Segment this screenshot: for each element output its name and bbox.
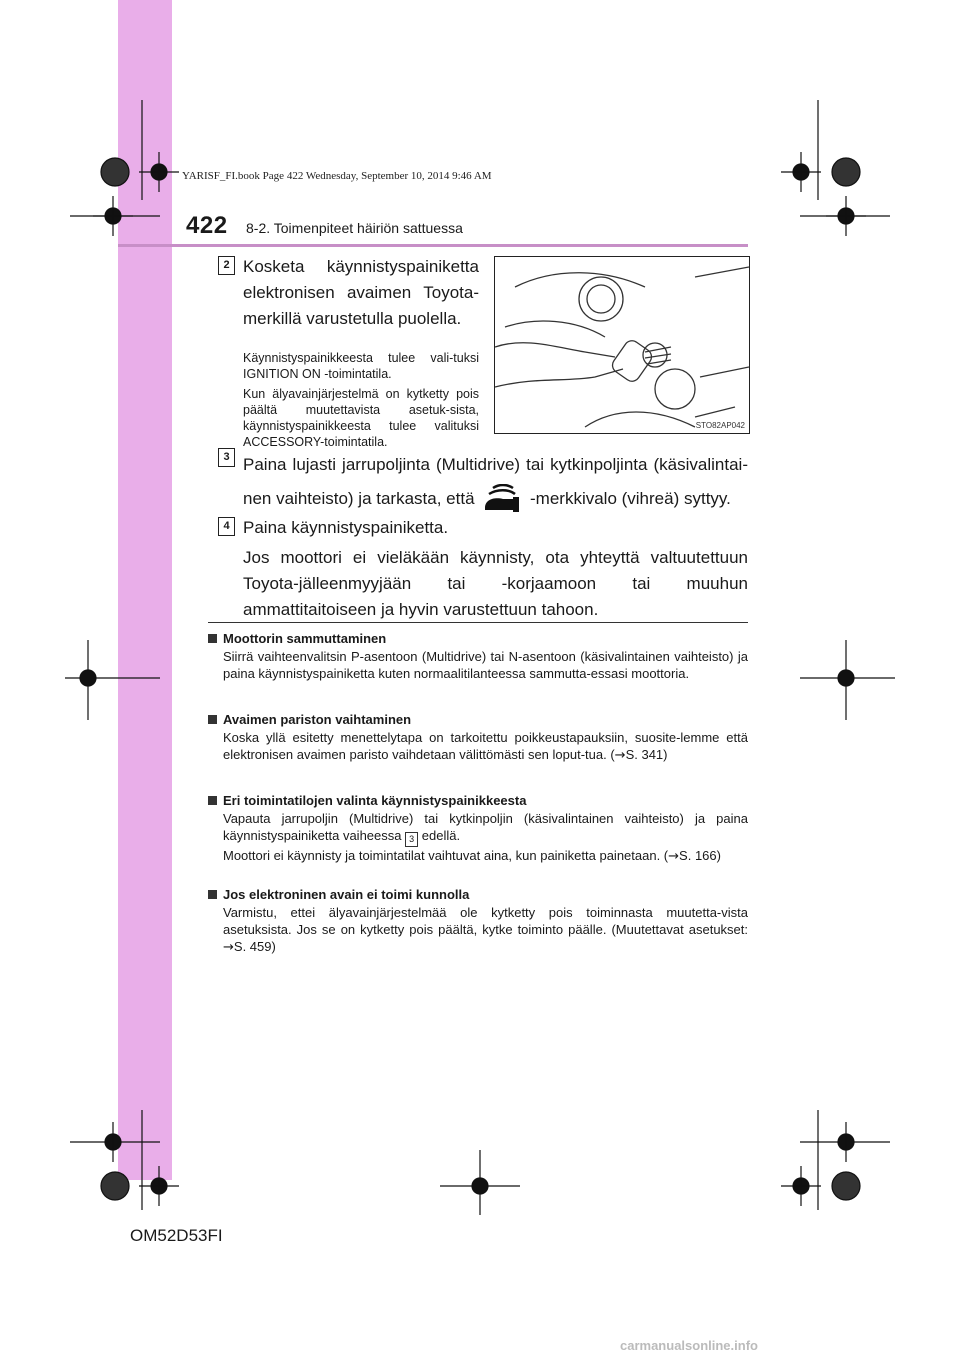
note-title: Moottorin sammuttaminen bbox=[223, 631, 387, 646]
step-3-text-after: -merkkivalo (vihreä) syttyy. bbox=[530, 489, 731, 508]
push-button-start-indicator-icon bbox=[479, 484, 525, 512]
step-3-text-before: Paina lujasti jarrupoljinta (Multidrive) tai kytkinpoljinta (käsivalintai-nen vaihteisto) ja tarkasta, että bbox=[243, 455, 748, 508]
square-bullet-icon bbox=[208, 890, 217, 899]
section-title: 8-2. Toimenpiteet häiriön sattuessa bbox=[246, 220, 463, 236]
page-reference: S. 166) bbox=[679, 848, 721, 863]
print-header-line: YARISF_FI.book Page 422 Wednesday, September 10, 2014 9:46 AM bbox=[182, 170, 492, 182]
step-4-instruction: Paina käynnistyspainiketta. bbox=[243, 518, 449, 537]
hand-key-illustration bbox=[495, 257, 749, 433]
page-reference: S. 341) bbox=[625, 747, 668, 762]
page-reference: S. 459) bbox=[233, 939, 276, 954]
reference-arrow-icon: → bbox=[223, 940, 234, 955]
note-title: Eri toimintatilojen valinta käynnistyspainikkeesta bbox=[223, 793, 527, 808]
step-3-instruction bbox=[243, 448, 748, 516]
step-2-instruction: Kosketa käynnistyspainiketta elektronisen avaimen Toyota-merkillä varustetulla puolella. bbox=[243, 257, 479, 328]
step-reference-box: 3 bbox=[405, 832, 418, 847]
reference-arrow-icon: → bbox=[668, 849, 680, 864]
illustration-key-touch-button bbox=[494, 256, 750, 434]
note-body: Koska yllä esitetty menettelytapa on tarkoitettu poikkeustapauksiin, suosite-lemme että elektronisen avaimen paristo vaihdetaan välittömästi sen loput-tua. ( bbox=[223, 730, 748, 762]
note-mode-selection bbox=[208, 792, 748, 865]
note-body-b: edellä. bbox=[421, 828, 461, 843]
illustration-code: STO82AP042 bbox=[695, 421, 745, 430]
note-body-c: Moottori ei käynnisty ja toimintatilat vaihtuvat aina, kun painiketta painetaan. ( bbox=[223, 848, 669, 863]
square-bullet-icon bbox=[208, 796, 217, 805]
square-bullet-icon bbox=[208, 634, 217, 643]
step-2-note-1: Käynnistyspainikkeesta tulee vali-tuksi IGNITION ON -toimintatila. bbox=[243, 351, 479, 381]
note-title: Jos elektroninen avain ei toimi kunnolla bbox=[223, 887, 470, 902]
note-title: Avaimen pariston vaihtaminen bbox=[223, 712, 412, 727]
note-battery-replacement bbox=[208, 711, 748, 764]
note-body-a: Vapauta jarrupoljin (Multidrive) tai kytkinpoljin (käsivalintainen vaihteisto) ja paina käynnistyspainiketta vaiheessa bbox=[223, 811, 748, 843]
note-body: Varmistu, ettei älyavainjärjestelmää ole kytketty pois toiminnasta muutetta-vista asetuksista. Jos se on kytketty pois päältä, kytke toiminto päälle. (Muutettavat asetukset: bbox=[223, 905, 748, 937]
note-engine-stop bbox=[208, 630, 748, 682]
step-number-3: 3 bbox=[218, 448, 235, 467]
manual-code-footer: OM52D53FI bbox=[130, 1226, 223, 1245]
square-bullet-icon bbox=[208, 715, 217, 724]
watermark: carmanualsonline.info bbox=[620, 1338, 758, 1353]
step-number-2: 2 bbox=[218, 256, 235, 275]
reference-arrow-icon: → bbox=[614, 748, 626, 763]
notes-divider bbox=[208, 622, 748, 623]
page-number: 422 bbox=[186, 212, 228, 239]
step-4-followup: Jos moottori ei vieläkään käynnisty, ota yhteyttä valtuutettuun Toyota-jälleenmyyjään tai -korjaamoon tai muuhun ammattitaitoiseen ja hyvin varustettuun tahoon. bbox=[243, 548, 748, 619]
note-key-malfunction bbox=[208, 886, 748, 956]
note-body: Siirrä vaihteenvalitsin P-asentoon (Multidrive) tai N-asentoon (käsivalintainen vaihteisto) ja paina käynnistyspainiketta kuten normaalitilanteessa sammutta-essasi moottoria. bbox=[223, 649, 748, 681]
step-number-4: 4 bbox=[218, 517, 235, 536]
step-2-note-2: Kun älyavainjärjestelmä on kytketty pois päältä muutettavista asetuk-sista, käynnistyspainikkeesta tulee valituksi ACCESSORY-toimintatila. bbox=[243, 387, 479, 449]
